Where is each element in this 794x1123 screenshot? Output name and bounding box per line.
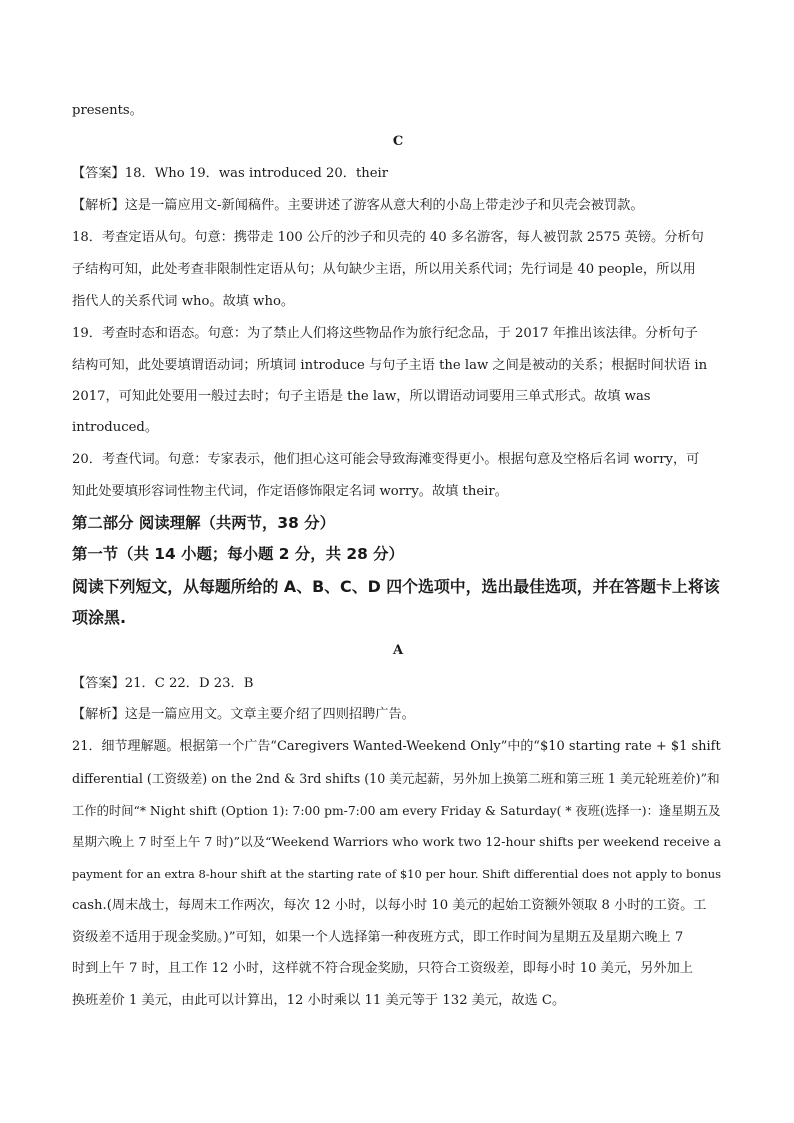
- text-line: differential (工资级差) on the 2nd & 3rd shifts (10 美元起薪，另外加上换第二班和第三班 1 美元轮班差价)”和: [72, 771, 720, 786]
- text-line: 换班差价 1 美元，由此可以计算出，12 小时乘以 11 美元等于 132 美元，故选 C。: [72, 993, 566, 1008]
- text-line: 18．考查定语从句。句意：携带走 100 公斤的沙子和贝壳的 40 多名游客，每人被罚款 2575 英镑。分析句: [72, 230, 704, 245]
- text-line: 结构可知，此处要填谓语动词；所填词 introduce 与句子主语 the law 之间是被动的关系；根据时间状语 in: [72, 358, 708, 373]
- text-line: 资级差不适用于现金奖励。)”可知，如果一个人选择第一种夜班方式，即工作时间为星期五及星期六晚上 7: [72, 930, 684, 945]
- analysis-line: 【解析】这是一篇应用文。文章主要介绍了四则招聘广告。: [72, 707, 415, 722]
- text-line: 20．考查代词。句意：专家表示，他们担心这可能会导致海滩变得更小。根据句意及空格后名词 worry，可: [72, 452, 700, 467]
- text-line: 知此处要填形容词性物主代词，作定语修饰限定名词 worry。故填 their。: [72, 484, 508, 499]
- text-line: presents。: [72, 103, 143, 118]
- text-line: 星期六晚上 7 时至上午 7 时)”以及“Weekend Warriors who work two 12-hour shifts per weekend receive a: [72, 834, 722, 849]
- text-line: 指代人的关系代词 who。故填 who。: [72, 294, 295, 309]
- text-line: introduced。: [72, 420, 159, 435]
- instruction-line: 阅读下列短文，从每题所给的 A、B、C、D 四个选项中，选出最佳选项，并在答题卡上将该: [72, 577, 720, 596]
- text-line: 时到上午 7 时，且工作 12 小时，这样就不符合现金奖励，只符合工资级差，即每小时 10 美元，另外加上: [72, 961, 693, 976]
- text-line: 工作的时间“* Night shift (Option 1): 7:00 pm-7:00 am every Friday & Saturday( * 夜班(选择一)：逢星期五及: [72, 804, 721, 818]
- text-line: 21．细节理解题。根据第一个广告“Caregivers Wanted-Weekend Only”中的“$10 starting rate + $1 shift: [72, 739, 721, 754]
- analysis-line: 【解析】这是一篇应用文-新闻稿件。主要讲述了游客从意大利的小岛上带走沙子和贝壳会被罚款。: [72, 198, 644, 213]
- answer-line: 【答案】21．C 22．D 23．B: [72, 676, 254, 691]
- instruction-line: 项涂黑.: [72, 608, 127, 627]
- text-line: 2017，可知此处要用一般过去时；句子主语是 the law，所以谓语动词要用三单式形式。故填 was: [72, 389, 651, 404]
- text-line: 子结构可知，此处考查非限制性定语从句；从句缺少主语，所以用关系代词；先行词是 40 people，所以用: [72, 262, 696, 277]
- answer-line: 【答案】18．Who 19．was introduced 20．their: [72, 166, 389, 181]
- passage-label-a: A: [392, 643, 404, 658]
- text-line: cash.(周末战士，每周末工作两次，每次 12 小时，以每小时 10 美元的起始工资额外领取 8 小时的工资。工: [72, 898, 707, 913]
- section-heading: 第二部分 阅读理解（共两节，38 分）: [72, 514, 335, 532]
- subsection-heading: 第一节（共 14 小题；每小题 2 分，共 28 分）: [72, 545, 404, 563]
- passage-label-c: C: [392, 134, 404, 149]
- text-line: payment for an extra 8-hour shift at the starting rate of $10 per hour. Shift differential does not apply to bonus: [72, 867, 722, 881]
- text-line: 19．考查时态和语态。句意：为了禁止人们将这些物品作为旅行纪念品，于 2017 年推出该法律。分析句子: [72, 326, 698, 341]
